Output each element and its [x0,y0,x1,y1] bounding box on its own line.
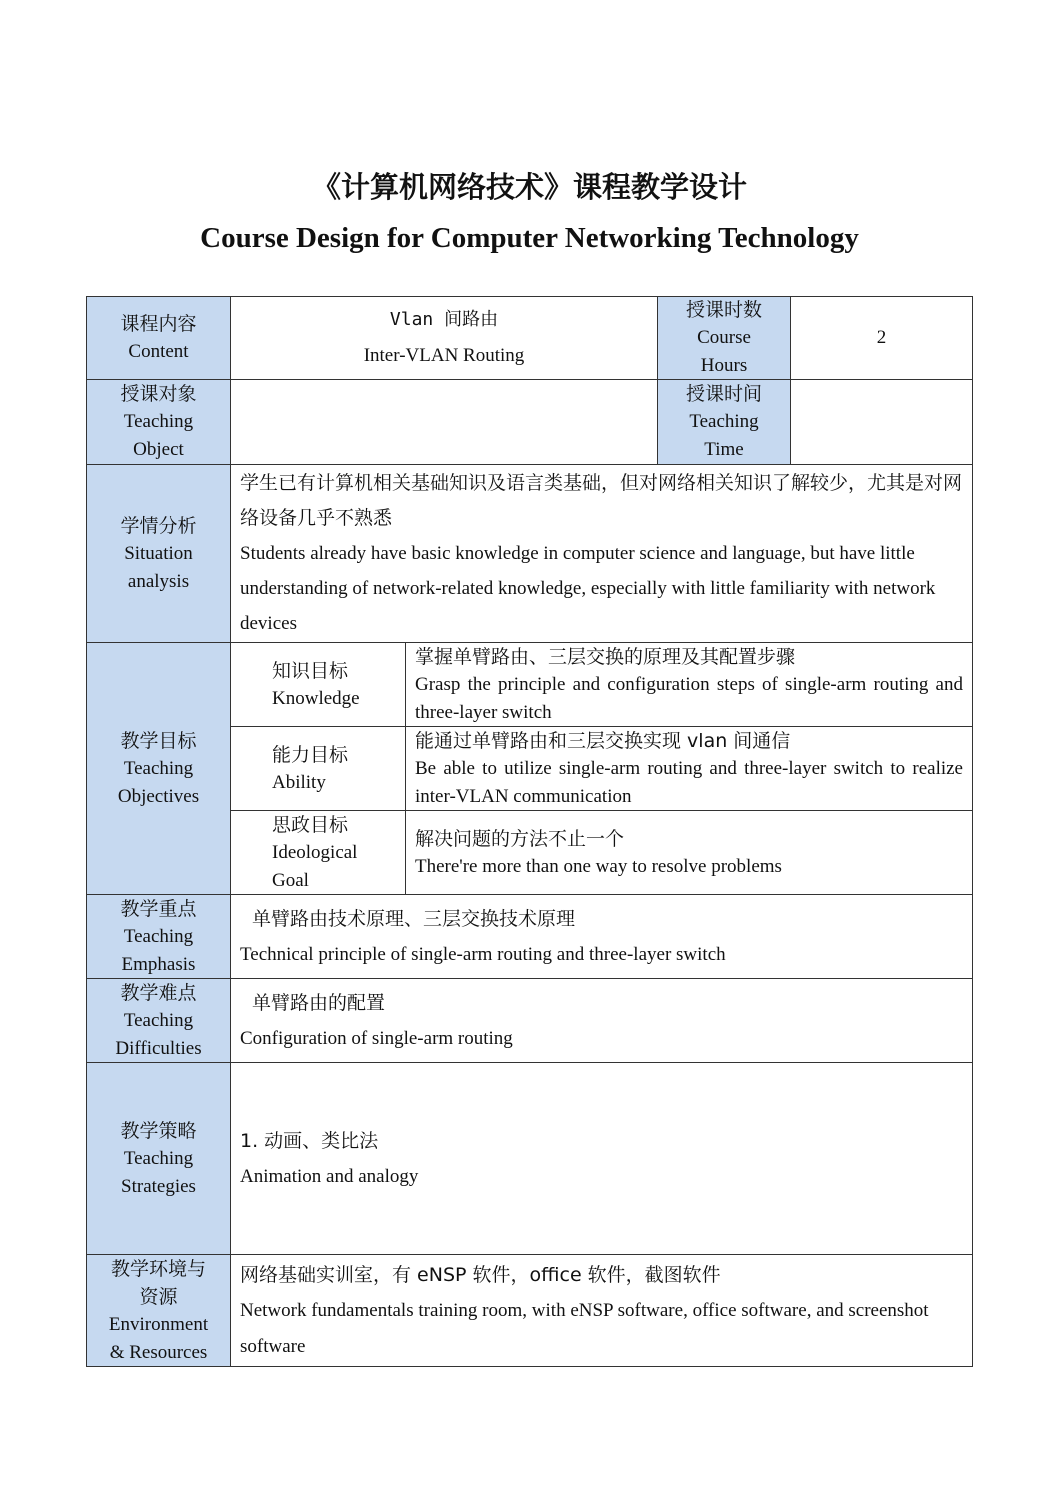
label-cn: 教学策略 [120,1119,197,1142]
value-en: Animation and analogy [240,1165,419,1187]
objective-ideological-value [405,810,973,895]
label-en: Time [704,439,744,460]
label-en: Teaching [123,757,194,779]
label-en: Teaching [123,925,194,947]
objective-ability-value [405,726,973,811]
value-en: Network fundamentals training room, with eNSP software, office software, and screenshot software [240,1299,929,1357]
label-en: Objectives [117,785,200,807]
value-cn: 单臂路由技术原理、三层交换技术原理 [252,907,576,930]
difficulties-value [230,978,973,1063]
situation-value [230,464,973,643]
page-title-en: Course Design for Computer Networking Technology [200,222,859,254]
environment-value [230,1254,973,1367]
label-cn: 授课时间 [685,383,762,405]
hours-label [657,296,791,380]
label-cn: 能力目标 [272,743,349,766]
label-en: Teaching [123,1147,194,1169]
label-en: Environment [108,1313,209,1335]
objectives-label [86,642,231,895]
environment-label [86,1254,231,1367]
value-cn: 网络基础实训室，有 eNSP 软件，office 软件，截图软件 [240,1263,721,1286]
objective-ideological-label [230,810,406,895]
label-cn: 知识目标 [272,659,349,682]
value-en: Students already have basic knowledge in computer science and language, but have little understanding of network-related knowledge, especially with little familiarity with network devices [240,543,936,634]
label-cn: 教学难点 [120,981,197,1004]
label-en: & Resources [109,1341,208,1363]
objective-knowledge-value [405,642,973,727]
page-title-cn: 《计算机网络技术》课程教学设计 [311,170,747,204]
label-cn: 教学重点 [120,897,197,920]
content-label [86,296,231,380]
emphasis-label [86,894,231,979]
object-value [230,379,658,465]
value-cn: 解决问题的方法不止一个 [415,827,625,850]
value-cn: 单臂路由的配置 [252,991,386,1014]
label-en: Emphasis [121,953,196,975]
value-cn: 学生已有计算机相关基础知识及语言类基础，但对网络相关知识了解较少，尤其是对网络设备几乎不熟悉 [240,472,963,529]
difficulties-label [86,978,231,1063]
label-cn: 思政目标 [272,813,349,836]
content-value [230,296,658,380]
label-en: Strategies [121,1175,196,1197]
label-en: Difficulties [115,1037,202,1059]
value-en: Inter-VLAN Routing [363,345,525,366]
value-en: Configuration of single-arm routing [240,1027,513,1049]
value-cn: 能通过单臂路由和三层交换实现 vlan 间通信 [415,729,791,752]
strategies-value [230,1062,973,1255]
value-en: Grasp the principle and configuration steps of single-arm routing and three-layer switch [415,673,963,723]
label-en: Course [697,327,751,348]
label-en: Ideological Goal [272,841,358,891]
emphasis-value [230,894,973,979]
label-cn: 授课对象 [120,383,197,405]
label-cn: 课程内容 [120,313,197,335]
label-en: Knowledge [272,687,360,709]
label-cn: 教学目标 [120,729,197,752]
value-cn: 掌握单臂路由、三层交换的原理及其配置步骤 [415,645,796,668]
situation-label [86,464,231,643]
strategies-label [86,1062,231,1255]
hours-value: 2 [790,296,973,380]
label-cn: 授课时数 [685,299,762,321]
value-en: Be able to utilize single-arm routing and three-layer switch to realize inter-VLAN communication [415,757,963,807]
label-cn: 教学环境与 [110,1257,206,1280]
label-en: Ability [272,771,326,793]
objective-ability-label [230,726,406,811]
label-cn: 资源 [139,1285,178,1308]
time-value [790,379,973,465]
label-en: Teaching [123,411,194,432]
label-en: Teaching [689,411,759,432]
label-en: analysis [127,570,190,592]
label-en: Teaching [123,1009,194,1031]
label-en: Content [128,341,189,362]
objective-knowledge-label [230,642,406,727]
object-label [86,379,231,465]
label-en: Situation [124,542,193,564]
value-cn: Vlan 间路由 [389,309,499,330]
value-en: There're more than one way to resolve problems [415,855,782,877]
label-en: Hours [700,355,748,376]
value-cn: 1. 动画、类比法 [240,1129,379,1152]
label-cn: 学情分析 [120,514,197,537]
value-en: Technical principle of single-arm routing and three-layer switch [240,943,726,965]
label-en: Object [133,439,184,460]
time-label [657,379,791,465]
